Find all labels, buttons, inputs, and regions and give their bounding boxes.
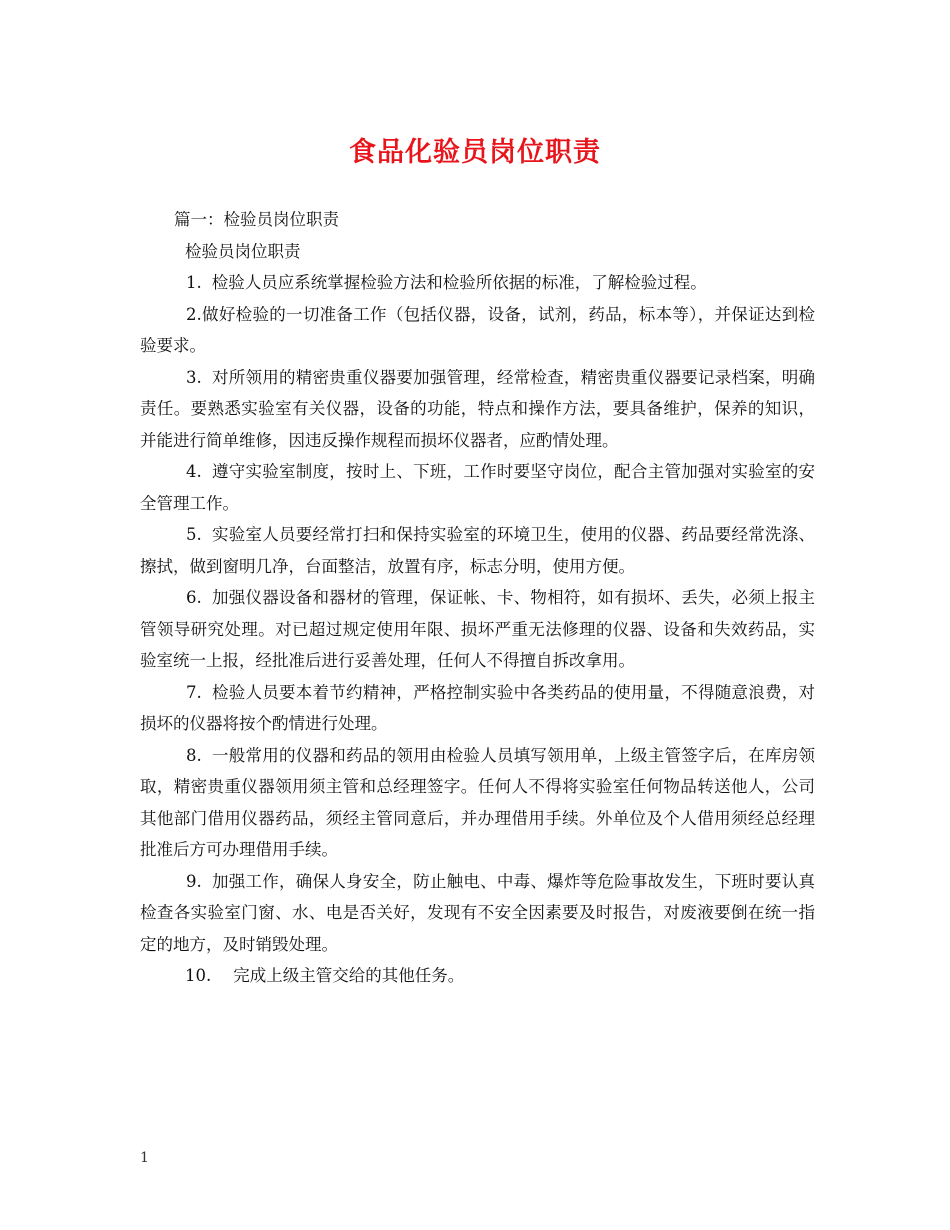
document-body (140, 204, 815, 992)
list-item-7 (140, 677, 815, 740)
item-text: 加强工作，确保人身安全，防止触电、中毒、爆炸等危险事故发生，下班时要认真检查各实验室门窗、水、电是否关好，发现有不安全因素要及时报告，对废液要倒在统一指定的地方，及时销毁处理。 (140, 871, 815, 954)
item-text: 完成上级主管交给的其他任务。 (233, 966, 465, 985)
list-item-3 (140, 362, 815, 457)
item-text: 做好检验的一切准备工作（包括仪器，设备，试剂，药品，标本等），并保证达到检验要求。 (140, 304, 815, 355)
item-text: 对所领用的精密贵重仪器要加强管理，经常检查，精密贵重仪器要记录档案，明确责任。要熟悉实验室有关仪器，设备的功能，特点和操作方法，要具备维护，保养的知识，并能进行简单维修，因违反操作规程而损坏仪器者，应酌情处理。 (140, 367, 815, 450)
item-text: 加强仪器设备和器材的管理，保证帐、卡、物相符，如有损坏、丢失，必须上报主管领导研究处理。对已超过规定使用年限、损坏严重无法修理的仪器、设备和失效药品，实验室统一上报，经批准后进行妥善处理，任何人不得擅自拆改拿用。 (140, 588, 815, 670)
item-number: 8. (186, 745, 202, 765)
section-heading: 篇一：检验员岗位职责 (174, 210, 339, 229)
item-text: 一般常用的仪器和药品的领用由检验人员填写领用单，上级主管签字后，在库房领取，精密贵重仪器领用须主管和总经理签字。任何人不得将实验室任何物品转送他人，公司其他部门借用仪器药品，须经主管同意后，并办理借用手续。外单位及个人借用须经总经理批准后方可办理借用手续。 (140, 745, 815, 859)
item-number: 9. (186, 871, 202, 891)
item-text: 检验人员要本着节约精神，严格控制实验中各类药品的使用量，不得随意浪费，对损坏的仪器将按个酌情进行处理。 (140, 682, 815, 733)
list-item-1 (140, 267, 815, 299)
item-text: 检验人员应系统掌握检验方法和检验所依据的标准，了解检验过程。 (211, 273, 707, 292)
item-number: 10. (185, 966, 212, 985)
list-item-9 (140, 866, 815, 961)
item-number: 5. (186, 525, 202, 544)
item-number: 2. (186, 304, 202, 324)
item-number: 4. (186, 462, 202, 481)
document-title: 食品化验员岗位职责 (349, 137, 601, 168)
page-number: 1 (140, 1150, 149, 1166)
list-item-4 (140, 456, 815, 519)
sub-heading: 检验员岗位职责 (185, 241, 301, 261)
item-text: 遵守实验室制度，按时上、下班，工作时要坚守岗位，配合主管加强对实验室的安全管理工作。 (140, 462, 815, 513)
list-item-2 (140, 299, 815, 362)
list-item-5 (140, 519, 815, 582)
item-number: 1. (186, 273, 202, 292)
list-item-8 (140, 740, 815, 866)
item-text: 实验室人员要经常打扫和保持实验室的环境卫生，使用的仪器、药品要经常洗涤、擦拭，做到窗明几净，台面整洁，放置有序，标志分明，使用方便。 (140, 525, 815, 576)
item-number: 6. (186, 588, 202, 607)
list-item-10 (140, 960, 815, 992)
item-number: 3. (186, 367, 202, 387)
item-number: 7. (186, 682, 202, 702)
list-item-6 (140, 582, 815, 677)
